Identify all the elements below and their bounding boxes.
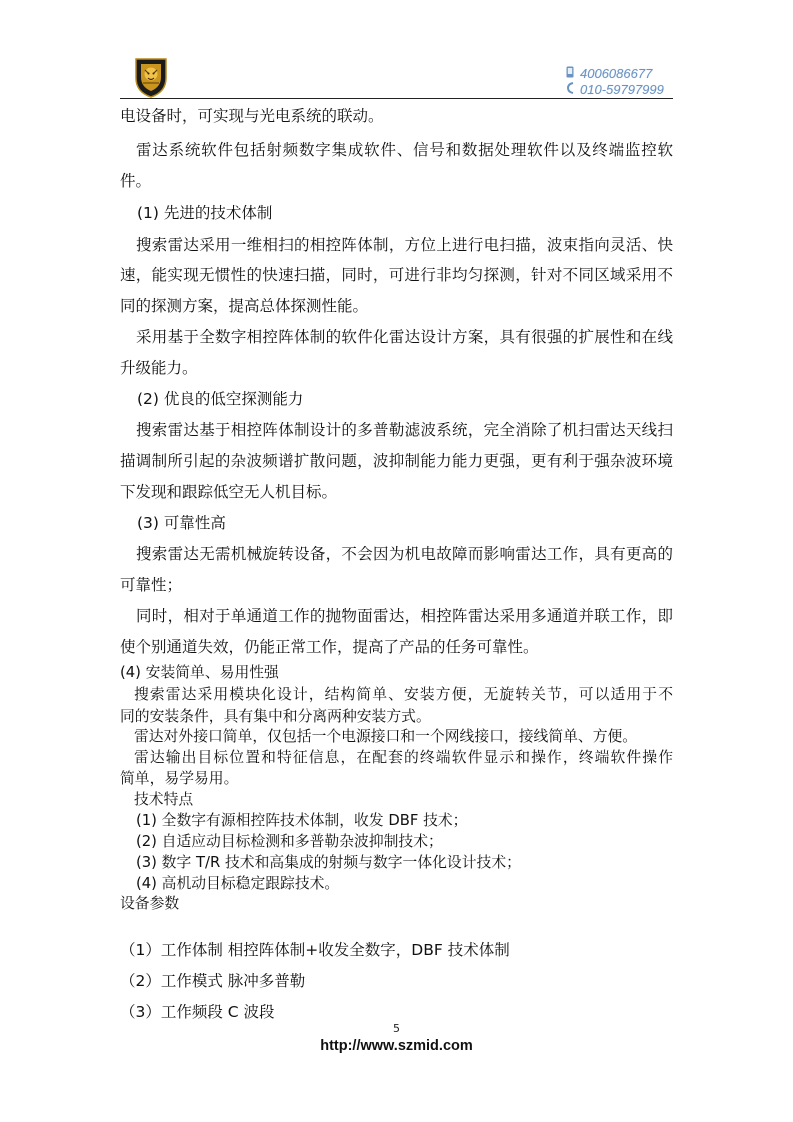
body-line-11: 描调制所引起的杂波频谱扩散问题，波抑制能力能力更强，更有利于强杂波环境 [120, 452, 673, 470]
param-line-2: （2）工作模式 脉冲多普勒 [120, 972, 306, 990]
body-line-8: 升级能力。 [120, 359, 198, 377]
tech-features-heading: 技术特点 [134, 791, 194, 808]
phone-line [566, 66, 672, 82]
tech-feature-2: (2) 自适应动目标检测和多普勒杂波抑制技术； [136, 833, 443, 850]
body-line-21: 雷达对外接口简单，仅包括一个电源接口和一个网线接口，接线简单、方便。 [134, 728, 638, 745]
body-line-20: 同的安装条件，具有集中和分离两种安装方式。 [120, 708, 431, 725]
telephone-handset-icon [566, 82, 580, 98]
page-number: 5 [393, 1022, 400, 1035]
header-divider [120, 98, 673, 99]
section-heading-4: (4) 安装简单、易用性强 [120, 664, 279, 681]
equipment-params-heading: 设备参数 [120, 895, 180, 912]
section-heading-2: (2) 优良的低空探测能力 [137, 390, 304, 408]
body-line-15: 可靠性； [120, 576, 183, 594]
body-line-16: 同时，相对于单通道工作的抛物面雷达，相控阵雷达采用多通道并联工作，即 [136, 607, 673, 625]
body-line-14: 搜索雷达无需机械旋转设备，不会因为机电故障而影响雷达工作，具有更高的 [136, 545, 673, 563]
tech-feature-1: (1) 全数字有源相控阵技术体制，收发 DBF 技术； [136, 812, 468, 829]
header-contact [566, 66, 672, 98]
phone-number: 4006086677 [580, 66, 653, 81]
tech-feature-4: (4) 高机动目标稳定跟踪技术。 [136, 875, 340, 892]
body-line-19: 搜索雷达采用模块化设计，结构简单、安装方便，无旋转关节，可以适用于不 [134, 686, 673, 703]
body-line-12: 下发现和跟踪低空无人机目标。 [120, 483, 338, 501]
param-line-1: （1）工作体制 相控阵体制+收发全数字，DBF 技术体制 [120, 941, 510, 959]
body-line-17: 使个别通道失效，仍能正常工作，提高了产品的任务可靠性。 [120, 638, 539, 656]
body-line-10: 搜索雷达基于相控阵体制设计的多普勒滤波系统，完全消除了机扫雷达天线扫 [136, 421, 673, 439]
body-line-7: 采用基于全数字相控阵体制的软件化雷达设计方案，具有很强的扩展性和在线 [136, 328, 673, 346]
footer-url[interactable]: http://www.szmid.com [320, 1038, 473, 1054]
body-line-23: 简单，易学易用。 [120, 770, 239, 787]
body-line-22: 雷达输出目标位置和特征信息，在配套的终端软件显示和操作，终端软件操作 [134, 749, 673, 766]
section-heading-3: (3) 可靠性高 [137, 514, 226, 532]
tel-number: 010-59797999 [580, 82, 664, 97]
section-heading-1: (1) 先进的技术体制 [137, 204, 273, 222]
body-line-2: 件。 [120, 172, 152, 190]
body-line-4: 搜索雷达采用一维相扫的相控阵体制，方位上进行电扫描，波束指向灵活、快 [136, 236, 673, 254]
company-logo [133, 56, 169, 98]
body-line-1: 雷达系统软件包括射频数字集成软件、信号和数据处理软件以及终端监控软 [136, 141, 673, 159]
body-line-0: 电设备时，可实现与光电系统的联动。 [120, 107, 384, 125]
body-line-5: 速，能实现无惯性的快速扫描，同时，可进行非均匀探测，针对不同区域采用不 [120, 266, 673, 284]
param-line-3: （3）工作频段 C 波段 [120, 1003, 275, 1021]
mobile-phone-icon [566, 66, 580, 82]
body-line-6: 同的探测方案，提高总体探测性能。 [120, 297, 369, 315]
tel-line [566, 82, 672, 98]
tech-feature-3: (3) 数字 T/R 技术和高集成的射频与数字一体化设计技术； [136, 854, 521, 871]
